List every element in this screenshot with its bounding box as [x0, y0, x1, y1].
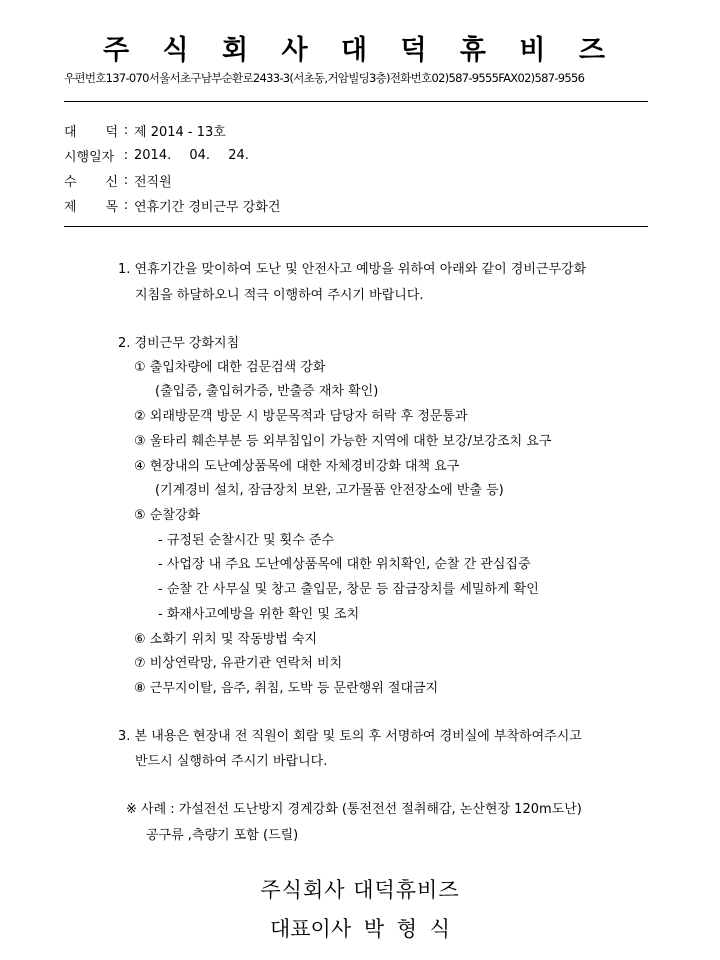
item-5-detail-4: - 화재사고예방을 위한 확인 및 조치 [158, 607, 360, 622]
paragraph-1-line-1: 1. 연휴기간을 맞이하여 도난 및 안전사고 예방을 위하여 아래와 같이 경비근무강화 [118, 262, 587, 277]
meta-recipient [64, 168, 280, 193]
item-1-sub: (출입증, 출입허가증, 반출증 재차 확인) [155, 384, 379, 399]
item-7: ⑦ 비상연락망, 유관기관 연락처 비치 [134, 656, 343, 671]
item-3: ③ 울타리 훼손부분 등 외부침입이 가능한 지역에 대한 보강/보강조치 요구 [134, 434, 552, 449]
meta-label-doc-number: 대 덕 [64, 125, 118, 140]
date-month: 04. [189, 148, 211, 163]
meta-divider [64, 226, 648, 227]
paragraph-2-heading: 2. 경비근무 강화지침 [118, 336, 240, 351]
company-title: 주 식 회 사 대 덕 휴 비 즈 [103, 35, 617, 66]
header-divider [64, 101, 648, 102]
meta-separator: : [123, 148, 129, 163]
note-line-2: 공구류 ,측량기 포함 (드릴) [146, 828, 299, 843]
meta-separator: : [123, 198, 129, 213]
note-line-1: ※ 사례 : 가설전선 도난방지 경계강화 (통전전선 절취해감, 논산현장 120m도난) [126, 802, 582, 817]
address-line: 우편번호137-070서울서초구남부순환로2433-3(서초동,거암빌딩3층)전화번호02)587-9555FAX02)587-9556 [64, 71, 585, 85]
paragraph-3-line-2: 반드시 실행하여 주시기 바랍니다. [135, 754, 328, 769]
item-5: ⑤ 순찰강화 [134, 508, 201, 523]
meta-value-subject: 연휴기간 경비근무 강화건 [134, 200, 281, 215]
date-day: 24. [228, 148, 249, 163]
item-4-sub: (기계경비 설치, 잠금장치 보완, 고가물품 안전장소에 반출 등) [155, 483, 504, 498]
item-5-detail-1: - 규정된 순찰시간 및 횟수 준수 [158, 533, 335, 548]
item-1: ① 출입차량에 대한 검문검색 강화 [134, 360, 326, 375]
document-meta [64, 118, 280, 218]
item-2: ② 외래방문객 방문 시 방문목적과 담당자 허락 후 정문통과 [134, 409, 468, 424]
item-5-detail-2: - 사업장 내 주요 도난예상품목에 대한 위치확인, 순찰 간 관심집중 [158, 557, 531, 572]
meta-value-effective-date [134, 148, 263, 163]
meta-label-recipient: 수 신 [64, 175, 118, 190]
item-4: ④ 현장내의 도난예상품목에 대한 자체경비강화 대책 요구 [134, 459, 460, 474]
paragraph-3-line-1: 3. 본 내용은 현장내 전 직원이 회람 및 토의 후 서명하여 경비실에 부착하여주시고 [118, 729, 582, 744]
item-5-detail-3: - 순찰 간 사무실 및 창고 출입문, 창문 등 잠금장치를 세밀하게 확인 [158, 582, 539, 597]
closing-representative: 대표이사 박 형 식 [269, 917, 451, 941]
meta-doc-number [64, 118, 280, 143]
closing-company: 주식회사 대덕휴비즈 [260, 878, 460, 902]
meta-effective-date [64, 143, 280, 168]
item-8: ⑧ 근무지이탈, 음주, 취침, 도박 등 문란행위 절대금지 [134, 681, 439, 696]
meta-label-effective-date: 시행일자 [64, 150, 115, 165]
item-6: ⑥ 소화기 위치 및 작동방법 숙지 [134, 632, 318, 647]
paragraph-1-line-2: 지침을 하달하오니 적극 이행하여 주시기 바랍니다. [135, 288, 424, 303]
meta-value-doc-number: 제 2014 - 13호 [134, 125, 226, 140]
meta-subject [64, 193, 280, 218]
meta-separator: : [123, 173, 129, 188]
meta-separator: : [123, 123, 129, 138]
meta-label-subject: 제 목 [64, 200, 118, 215]
date-year: 2014. [134, 148, 172, 163]
meta-value-recipient: 전직원 [134, 175, 172, 190]
